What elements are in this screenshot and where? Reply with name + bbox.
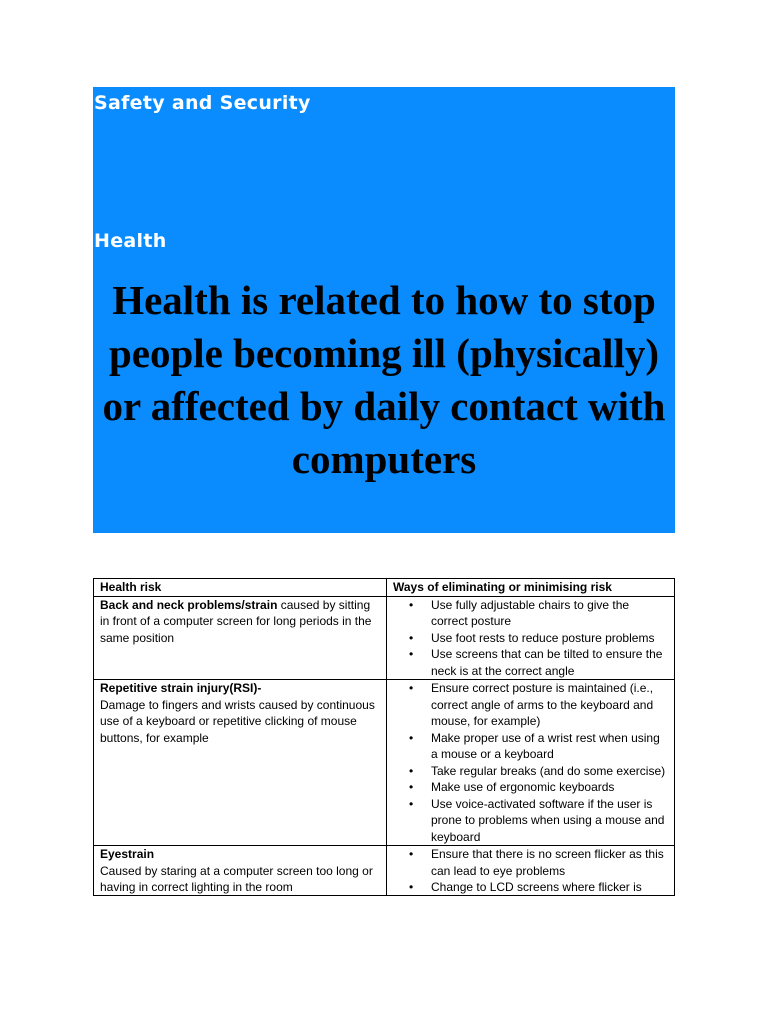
list-item: • Use fully adjustable chairs to give the correct posture [431,597,668,630]
list-item: • Change to LCD screens where flicker is [431,879,668,895]
risk-description: Damage to fingers and wrists caused by continuous use of a keyboard or repetitive clicking of mouse buttons, for example [100,697,375,745]
list-item: • Make use of ergonomic keyboards [431,779,668,796]
table-row [94,596,675,680]
list-item: • Make proper use of a wrist rest when using a mouse or a keyboard [431,730,668,763]
header-health-risk: Health risk [94,579,387,597]
measures-cell [387,846,675,896]
subsection-title: Health [94,230,167,252]
risk-cell [94,596,387,680]
measures-cell [387,680,675,846]
list-item: • Use foot rests to reduce posture problems [431,630,668,647]
measures-list [393,846,668,895]
header-ways-to-minimise: Ways of eliminating or minimising risk [387,579,675,597]
list-item: • Ensure correct posture is maintained (i.e., correct angle of arms to the keyboard and mouse, for example) [431,680,668,730]
risk-cell [94,680,387,846]
list-item: • Use voice-activated software if the user is prone to problems when using a mouse and keyboard [431,796,668,846]
measures-cell [387,596,675,680]
measures-list [393,680,668,845]
risk-cell [94,846,387,896]
table-header-row [94,579,675,597]
health-risk-table [93,578,675,896]
table-row [94,846,675,896]
risk-title: Back and neck problems/strain [100,597,278,612]
risk-description: caused by sitting in front of a computer screen for long periods in the same position [100,597,372,645]
list-item: • Take regular breaks (and do some exercise) [431,763,668,780]
measures-list [393,597,668,680]
risk-title: Eyestrain [100,847,155,861]
list-item: • Use screens that can be tilted to ensure the neck is at the correct angle [431,646,668,679]
risk-title: Repetitive strain injury(RSI)- [100,681,262,695]
list-item: • Ensure that there is no screen flicker as this can lead to eye problems [431,846,668,879]
risk-description: Caused by staring at a computer screen too long or having in correct lighting in the room [100,863,373,894]
section-title: Safety and Security [94,92,311,114]
table-row [94,680,675,846]
health-definition: Health is related to how to stop people becoming ill (physically) or affected by daily contact with computers [102,277,666,482]
health-banner [93,87,675,533]
